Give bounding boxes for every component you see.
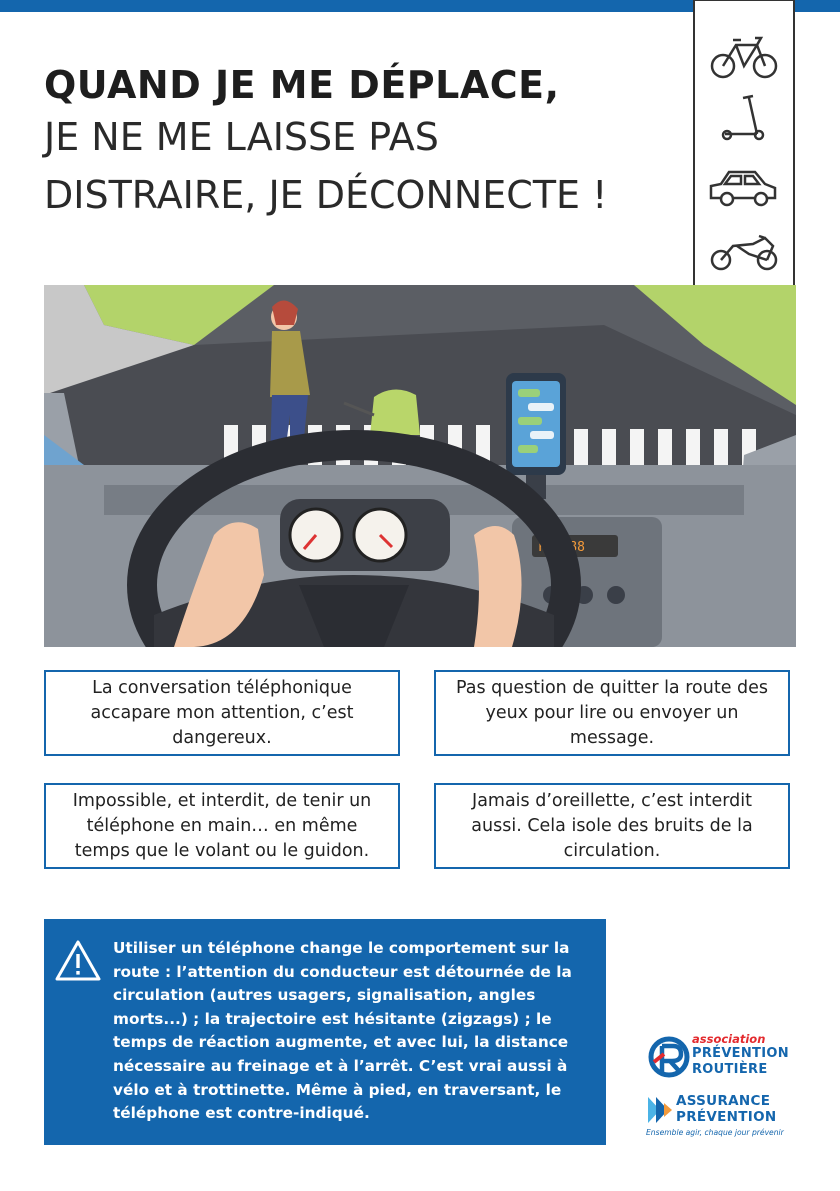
logo-tagline: Ensemble agir, chaque jour prévenir xyxy=(646,1128,784,1137)
title-line-1: QUAND JE ME DÉPLACE, xyxy=(44,63,560,107)
title-line-3: DISTRAIRE, JE DÉCONNECTE ! xyxy=(44,173,608,217)
message-text: Impossible, et interdit, de tenir un téléphone en main… en même temps que le volant ou le guidon. xyxy=(72,790,372,861)
warning-box xyxy=(44,919,606,1145)
title-line-2: JE NE ME LAISSE PAS xyxy=(44,115,439,159)
speedometer-gauges xyxy=(280,499,450,571)
svg-text:FM: 88: FM: 88 xyxy=(538,540,585,555)
vehicle-banner xyxy=(693,0,795,326)
page-title xyxy=(44,62,684,224)
logo-routiere-label: ROUTIÈRE xyxy=(692,1062,768,1077)
logo-prevention-label: PRÉVENTION xyxy=(692,1046,789,1061)
logo-prevention-label: PRÉVENTION xyxy=(676,1109,777,1125)
warning-triangle-icon xyxy=(54,939,102,983)
message-text: Jamais d’oreillette, c’est interdit aussi. Cela isole des bruits de la circulation. xyxy=(471,790,753,861)
message-text: Pas question de quitter la route des yeux pour lire ou envoyer un message. xyxy=(455,677,769,748)
logo-association-label: association xyxy=(692,1032,766,1046)
car-interior-illustration xyxy=(44,285,796,647)
warning-text: Utiliser un téléphone change le comportement sur la route : l’attention du conducteur est détournée de la circulation (autres usagers, signalisation, angles morts...) ; la trajectoire est hésitante (zigzags) ; le temps de réaction augmente, et avec lui, la distance nécessaire au freinage et à l’arrêt. C’est vrai aussi à vélo et à trottinette. Même à pied, en traversant, le téléphone est contre-indiqué. xyxy=(113,939,572,1123)
message-text: La conversation téléphonique accapare mon attention, c’est dangereux. xyxy=(90,677,354,748)
message-box-conversation xyxy=(44,670,400,756)
right-hand xyxy=(474,526,522,647)
prevention-routiere-emblem xyxy=(648,1034,690,1080)
assurance-prevention-logo xyxy=(644,1093,814,1145)
message-box-earpiece xyxy=(434,783,790,869)
logo-assurance-label: ASSURANCE xyxy=(676,1093,771,1109)
prevention-routiere-logo xyxy=(648,1030,808,1084)
message-box-read-message xyxy=(434,670,790,756)
message-box-hold-phone xyxy=(44,783,400,869)
assurance-prevention-emblem xyxy=(646,1095,674,1125)
